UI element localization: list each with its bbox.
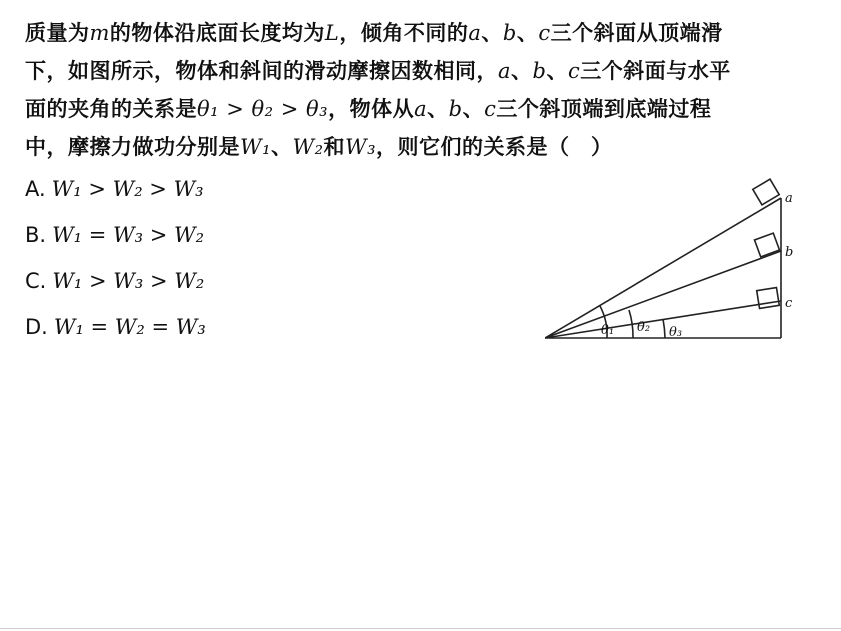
option-letter: D. [25, 315, 48, 339]
text-segment: ，则它们的关系是（ ） [376, 134, 613, 159]
text-segment: ，物体从 [328, 96, 415, 121]
text-segment: 三个斜面与水平 [580, 58, 731, 83]
question-line-1 [25, 14, 825, 52]
question-line-3 [25, 90, 825, 128]
separator: 、 [516, 20, 539, 45]
separator: 、 [427, 96, 449, 121]
separator: 、 [462, 96, 485, 121]
option-formula: W₁ > W₃ > W₂ [52, 269, 205, 293]
var-c: c [538, 21, 551, 45]
option-b[interactable] [25, 212, 206, 258]
label-b: b [785, 245, 794, 260]
option-letter: C. [25, 269, 47, 293]
text-segment: ，倾角不同的 [339, 20, 469, 45]
text-segment: 的物体沿底面长度均为 [109, 20, 325, 45]
separator: 、 [511, 58, 533, 83]
var-a: a [498, 59, 512, 83]
answer-options [25, 166, 206, 350]
option-formula: W₁ > W₂ > W₃ [51, 177, 204, 201]
option-letter: B. [25, 223, 47, 247]
var-W3: W₃ [345, 135, 377, 159]
theta-3-label: θ₃ [669, 325, 683, 340]
var-W2: W₂ [292, 135, 324, 159]
incline-diagram [545, 176, 815, 346]
theta-1-label: θ₁ [601, 323, 615, 338]
var-L: L [324, 21, 340, 45]
angle-relation-formula: θ₁ > θ₂ > θ₃ [197, 97, 329, 121]
text-segment: 三个斜面从顶端滑 [550, 20, 723, 45]
text-segment: 三个斜顶端到底端过程 [496, 96, 712, 121]
option-formula: W₁ = W₂ = W₃ [53, 315, 206, 339]
option-a[interactable] [25, 166, 206, 212]
separator: 、 [481, 20, 503, 45]
question-card [17, 8, 817, 344]
separator: 、 [271, 134, 293, 159]
text-segment: 中，摩擦力做功分别是 [25, 134, 240, 159]
page-divider [0, 628, 841, 629]
option-c[interactable] [25, 258, 206, 304]
angle-arc-3 [663, 319, 665, 338]
theta-2-label: θ₂ [637, 320, 651, 335]
text-segment: 下，如图所示，物体和斜间的滑动摩擦因数相同， [25, 58, 498, 83]
var-m: m [89, 21, 110, 45]
text-segment: 和 [323, 134, 346, 159]
var-b: b [532, 59, 547, 83]
option-d[interactable] [25, 304, 206, 350]
var-a: a [468, 21, 482, 45]
var-c: c [567, 59, 581, 83]
var-b: b [502, 21, 517, 45]
var-c: c [484, 97, 497, 121]
var-a: a [414, 97, 428, 121]
var-b: b [448, 97, 463, 121]
incline-b [545, 251, 781, 338]
question-line-4 [25, 128, 825, 166]
incline-a [545, 198, 781, 338]
text-segment: 质量为 [25, 20, 90, 45]
option-formula: W₁ = W₃ > W₂ [52, 223, 204, 247]
label-c: c [785, 296, 793, 311]
var-W1: W₁ [240, 135, 272, 159]
option-letter: A. [25, 177, 46, 201]
label-a: a [785, 191, 793, 206]
block-c [757, 288, 780, 309]
text-segment: 面的夹角的关系是 [25, 96, 197, 121]
separator: 、 [546, 58, 568, 83]
question-text [25, 14, 825, 166]
question-line-2 [25, 52, 825, 90]
